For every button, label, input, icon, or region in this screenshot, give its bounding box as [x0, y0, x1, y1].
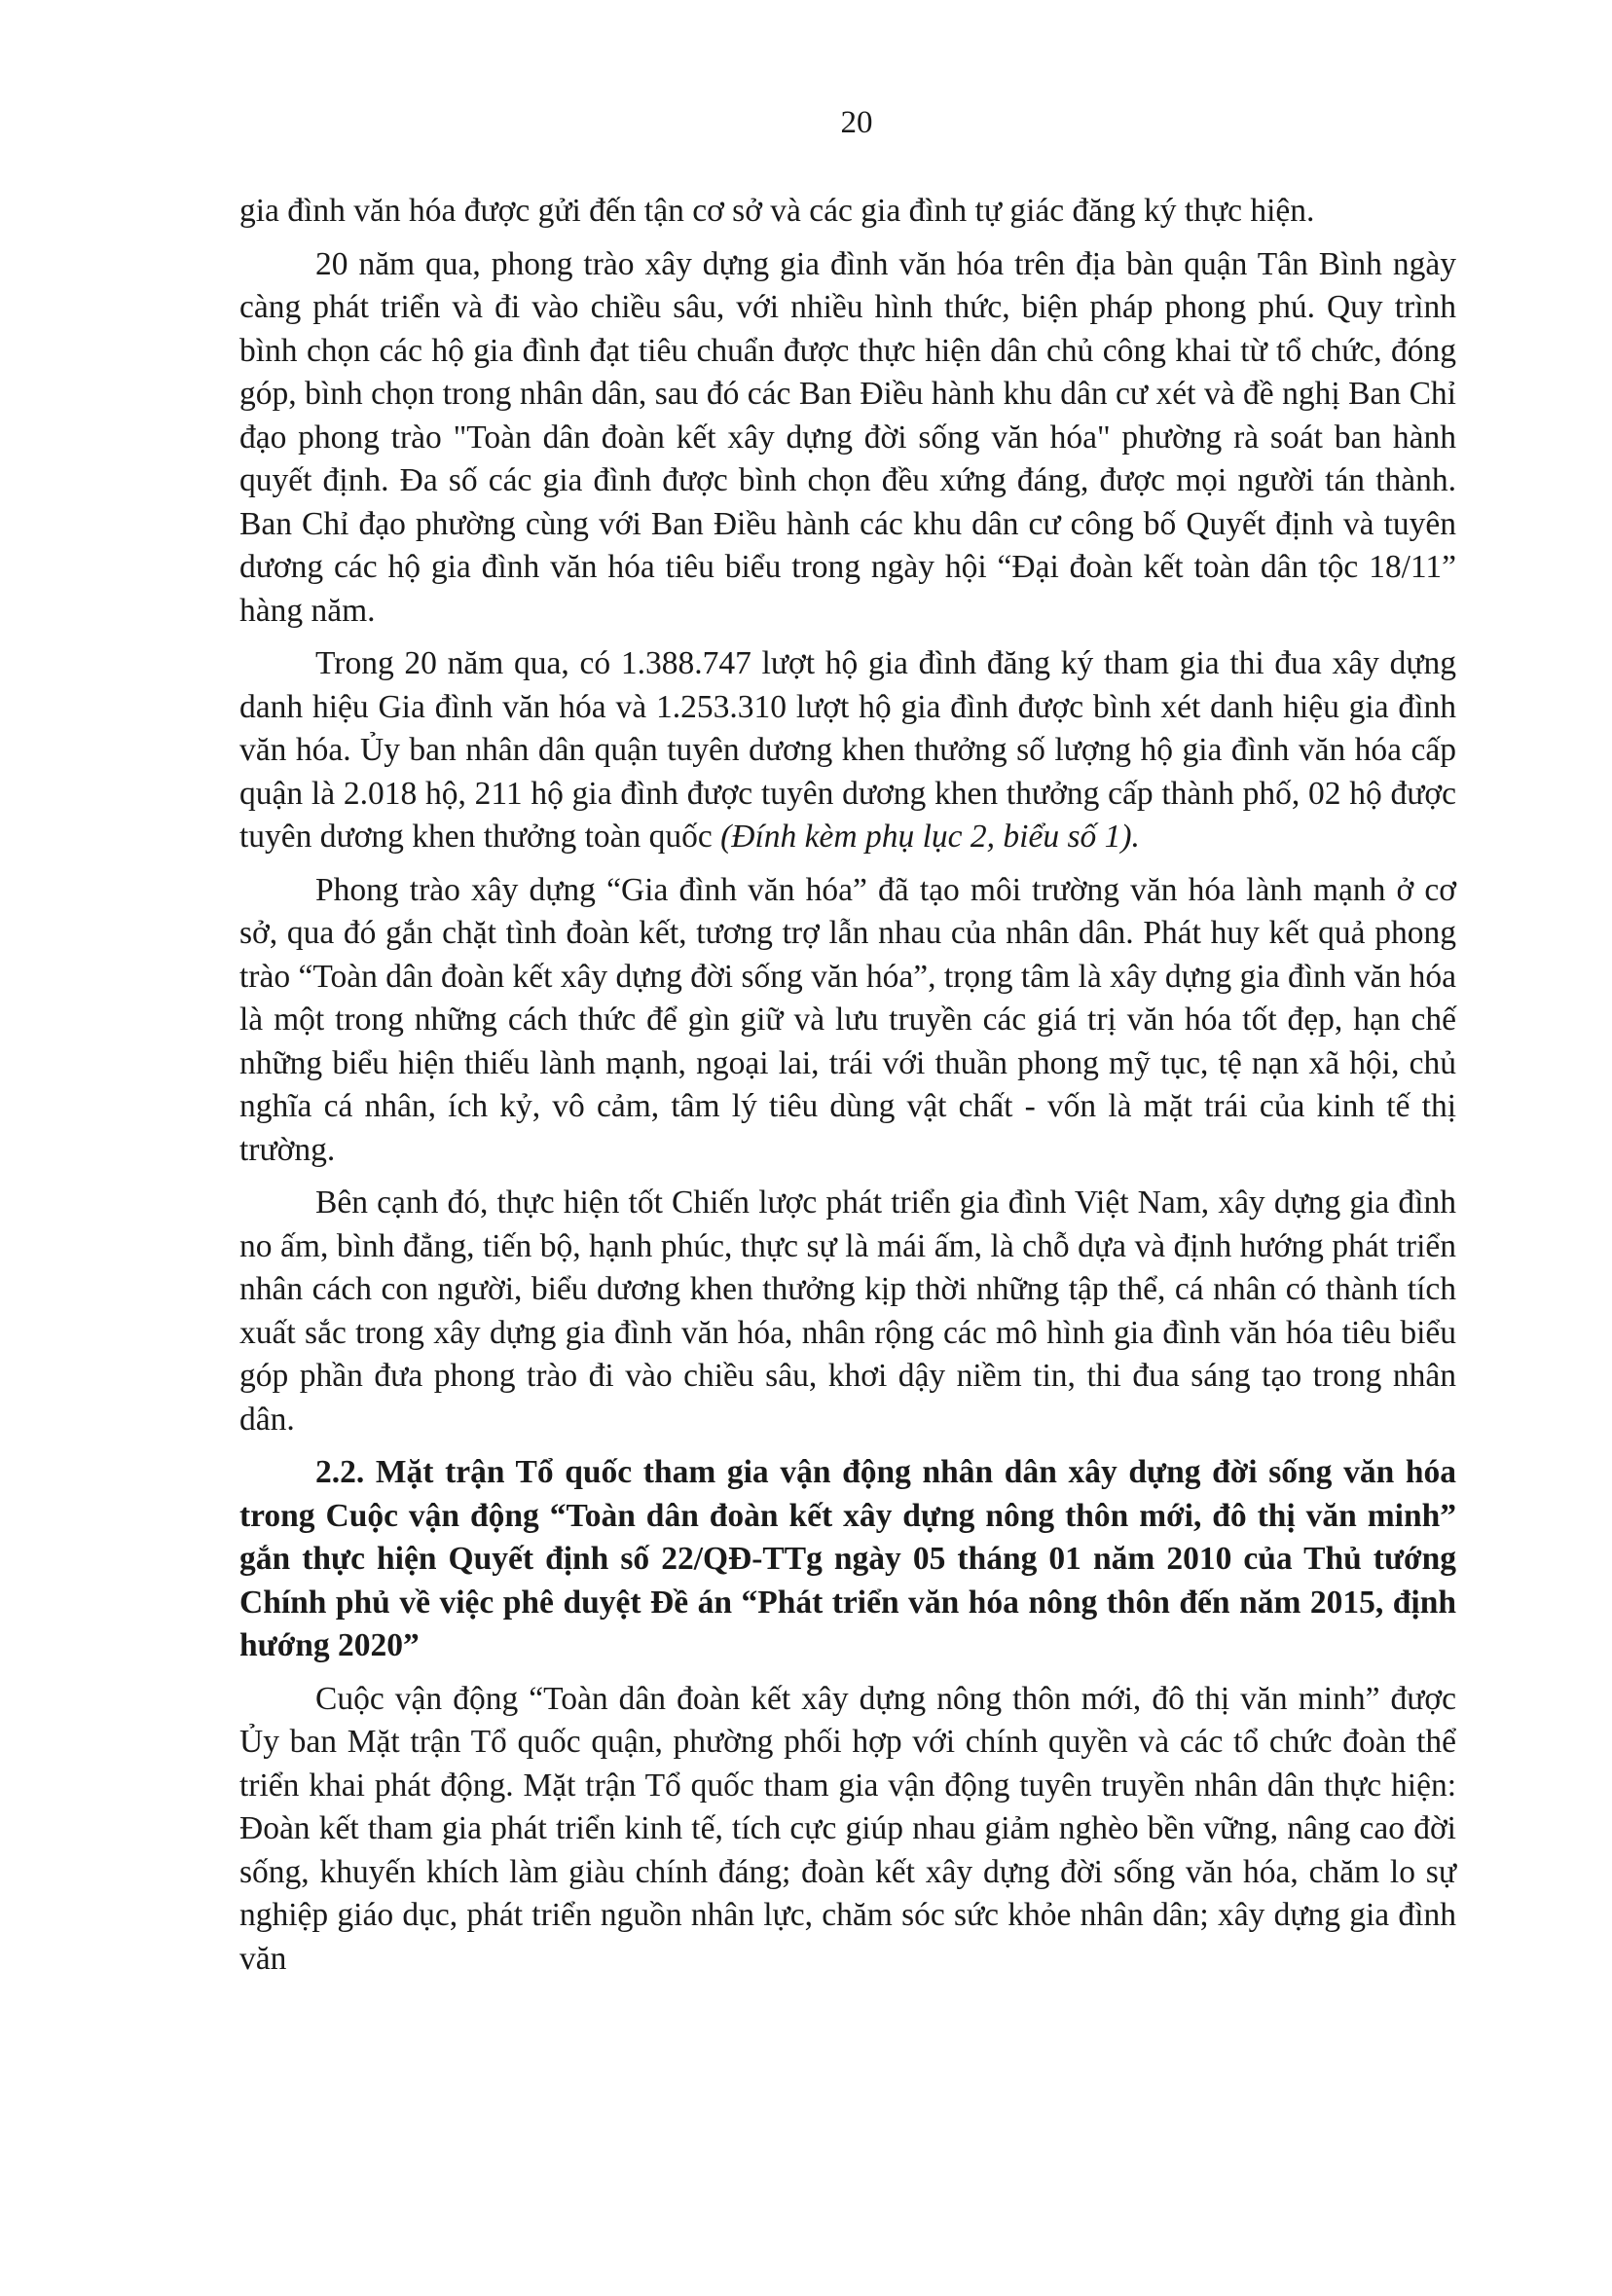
- appendix-reference: (Đính kèm phụ lục 2, biểu số 1).: [720, 819, 1140, 855]
- paragraph-statistics-text: Trong 20 năm qua, có 1.388.747 lượt hộ gia đình đăng ký tham gia thi đua xây dựng danh hiệu Gia đình văn hóa và 1.253.310 lượt hộ gia đình được bình xét danh hiệu gia đình văn hóa. Ủy ban nhân dân quận tuyên dương khen thưởng số lượng hộ gia đình văn hóa cấp quận là 2.018 hộ, 211 hộ gia đình được tuyên dương khen thưởng cấp thành phố, 02 hộ được tuyên dương khen thưởng toàn quốc: [239, 645, 1456, 855]
- section-heading-2-2: 2.2. Mặt trận Tổ quốc tham gia vận động nhân dân xây dựng đời sống văn hóa trong Cuộc vận động “Toàn dân đoàn kết xây dựng nông thôn mới, đô thị văn minh” gắn thực hiện Quyết định số 22/QĐ-TTg ngày 05 tháng 01 năm 2010 của Thủ tướng Chính phủ về việc phê duyệt Đề án “Phát triển văn hóa nông thôn đến năm 2015, định hướng 2020”: [239, 1454, 1456, 1663]
- paragraph-family-culture-movement: 20 năm qua, phong trào xây dựng gia đình văn hóa trên địa bàn quận Tân Bình ngày càng phát triển và đi vào chiều sâu, với nhiều hình thức, biện pháp phong phú. Quy trình bình chọn các hộ gia đình đạt tiêu chuẩn được thực hiện dân chủ công khai từ tổ chức, đóng góp, bình chọn trong nhân dân, sau đó các Ban Điều hành khu dân cư xét và đề nghị Ban Chỉ đạo phong trào "Toàn dân đoàn kết xây dựng đời sống văn hóa" phường rà soát ban hành quyết định. Đa số các gia đình được bình chọn đều xứng đáng, được mọi người tán thành. Ban Chỉ đạo phường cùng với Ban Điều hành các khu dân cư công bố Quyết định và tuyên dương các hộ gia đình văn hóa tiêu biểu trong ngày hội “Đại đoàn kết toàn dân tộc 18/11” hàng năm.: [239, 245, 1456, 629]
- paragraph-statistics: [239, 642, 1456, 859]
- paragraph-strategy: Bên cạnh đó, thực hiện tốt Chiến lược phát triển gia đình Việt Nam, xây dựng gia đình no ấm, bình đẳng, tiến bộ, hạnh phúc, thực sự là mái ấm, là chỗ dựa và định hướng phát triển nhân cách con người, biểu dương khen thưởng kịp thời những tập thể, cá nhân có thành tích xuất sắc trong xây dựng gia đình văn hóa, nhân rộng các mô hình gia đình văn hóa tiêu biểu góp phần đưa phong trào đi vào chiều sâu, khơi dậy niềm tin, thi đua sáng tạo trong nhân dân.: [239, 1184, 1456, 1438]
- page-number: 20: [840, 105, 873, 140]
- paragraph-continuation: gia đình văn hóa được gửi đến tận cơ sở và các gia đình tự giác đăng ký thực hiện.: [239, 193, 1315, 229]
- paragraph-campaign: Cuộc vận động “Toàn dân đoàn kết xây dựng nông thôn mới, đô thị văn minh” được Ủy ban Mặt trận Tổ quốc quận, phường phối hợp với chính quyền và các tổ chức đoàn thể triển khai phát động. Mặt trận Tổ quốc tham gia vận động tuyên truyền nhân dân thực hiện: Đoàn kết tham gia phát triển kinh tế, tích cực giúp nhau giảm nghèo bền vững, nâng cao đời sống, khuyến khích làm giàu chính đáng; đoàn kết xây dựng đời sống văn hóa, chăm lo sự nghiệp giáo dục, phát triển nguồn nhân lực, chăm sóc sức khỏe nhân dân; xây dựng gia đình văn: [239, 1680, 1456, 1977]
- document-body: [239, 190, 1456, 1990]
- paragraph-movement-results: Phong trào xây dựng “Gia đình văn hóa” đã tạo môi trường văn hóa lành mạnh ở cơ sở, qua đó gắn chặt tình đoàn kết, tương trợ lẫn nhau của nhân dân. Phát huy kết quả phong trào “Toàn dân đoàn kết xây dựng đời sống văn hóa”, trọng tâm là xây dựng gia đình văn hóa là một trong những cách thức để gìn giữ và lưu truyền các giá trị văn hóa tốt đẹp, hạn chế những biểu hiện thiếu lành mạnh, ngoại lai, trái với thuần phong mỹ tục, tệ nạn xã hội, chủ nghĩa cá nhân, ích kỷ, vô cảm, tâm lý tiêu dùng vật chất - vốn là mặt trái của kinh tế thị trường.: [239, 871, 1456, 1168]
